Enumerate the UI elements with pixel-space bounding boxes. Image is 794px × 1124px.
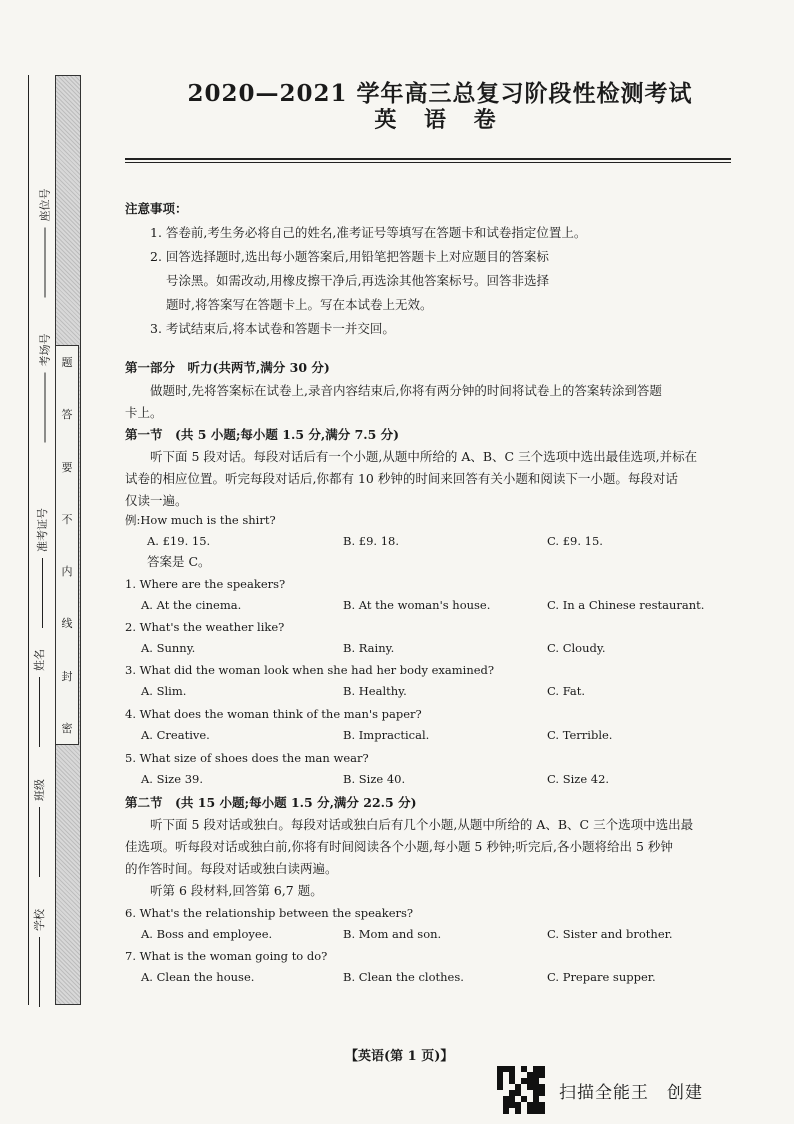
example-answer: 答案是 C。 xyxy=(147,554,211,569)
header-rule xyxy=(125,158,731,160)
question: 1. Where are the speakers? xyxy=(125,577,286,591)
note-item: 2. 回答选择题时,选出每小题答案后,用铅笔把答题卡上对应题目的答案标 xyxy=(150,249,549,264)
section1-intro: 听下面 5 段对话。每段对话后有一个小题,从题中所给的 A、B、C 三个选项中选出最佳选项,并标在 xyxy=(150,449,698,464)
seal-char: 内 xyxy=(61,565,73,579)
option-c[interactable]: C. Size 42. xyxy=(547,772,610,786)
example-option: B. £9. 18. xyxy=(343,534,399,548)
watermark-text: 扫描全能王 创建 xyxy=(559,1082,703,1103)
note-item: 号涂黑。如需改动,用橡皮擦干净后,再选涂其他答案标号。回答非选择 xyxy=(166,273,549,288)
seal-char: 密 xyxy=(61,721,73,735)
exam-subtitle: 英 语 卷 xyxy=(374,107,506,133)
question: 6. What's the relationship between the speakers? xyxy=(125,906,414,920)
seal-char: 线 xyxy=(61,617,73,631)
page-label: 【英语(第 1 页)】 xyxy=(345,1049,454,1064)
option-b[interactable]: B. At the woman's house. xyxy=(343,598,491,612)
seal-char: 封 xyxy=(61,669,73,683)
part1-intro: 做题时,先将答案标在试卷上,录音内容结束后,你将有两分钟的时间将试卷上的答案转涂到答题 xyxy=(150,383,662,398)
school-field[interactable]: 学校 xyxy=(31,909,47,1007)
section1-intro: 仅读一遍。 xyxy=(125,493,188,508)
option-c[interactable]: C. Terrible. xyxy=(547,728,613,742)
option-c[interactable]: C. Sister and brother. xyxy=(547,927,673,941)
option-b[interactable]: B. Rainy. xyxy=(343,641,395,655)
option-a[interactable]: A. At the cinema. xyxy=(141,598,242,612)
part1-heading: 第一部分 听力(共两节,满分 30 分) xyxy=(125,360,330,375)
question: 5. What size of shoes does the man wear? xyxy=(125,751,369,765)
exam-title: 2020—2021 学年高三总复习阶段性检测考试 xyxy=(187,80,693,107)
binding-margin xyxy=(0,0,112,1124)
option-b[interactable]: B. Size 40. xyxy=(343,772,406,786)
part1-intro: 卡上。 xyxy=(125,405,163,420)
section1-heading: 第一节 (共 5 小题;每小题 1.5 分,满分 7.5 分) xyxy=(125,427,400,442)
example-option: A. £19. 15. xyxy=(147,534,211,548)
name-field[interactable]: 姓名 xyxy=(31,649,47,747)
option-a[interactable]: A. Clean the house. xyxy=(141,970,255,984)
option-c[interactable]: C. Cloudy. xyxy=(547,641,606,655)
option-b[interactable]: B. Healthy. xyxy=(343,684,407,698)
seat-number-field[interactable]: 座位号 xyxy=(37,189,53,298)
scanner-watermark xyxy=(497,1066,703,1114)
margin-line xyxy=(28,75,29,1005)
section2-intro: 佳选项。听每段对话或独白前,你将有时间阅读各个小题,每小题 5 秒钟;听完后,各小题将给出 5 秒钟 xyxy=(125,839,673,854)
option-b[interactable]: B. Mom and son. xyxy=(343,927,442,941)
option-c[interactable]: C. In a Chinese restaurant. xyxy=(547,598,705,612)
seal-text-box xyxy=(55,345,79,745)
section2-intro: 听下面 5 段对话或独白。每段对话或独白后有几个小题,从题中所给的 A、B、C 三个选项中选出最 xyxy=(150,817,694,832)
seal-char: 要 xyxy=(61,460,73,474)
material-instruction: 听第 6 段材料,回答第 6,7 题。 xyxy=(150,883,323,898)
example-question: 例:How much is the shirt? xyxy=(125,513,276,527)
option-a[interactable]: A. Creative. xyxy=(141,728,210,742)
seal-char: 答 xyxy=(61,408,73,422)
example-option: C. £9. 15. xyxy=(547,534,603,548)
option-b[interactable]: B. Impractical. xyxy=(343,728,430,742)
question: 2. What's the weather like? xyxy=(125,620,285,634)
option-a[interactable]: A. Size 39. xyxy=(141,772,203,786)
option-a[interactable]: A. Boss and employee. xyxy=(141,927,273,941)
option-c[interactable]: C. Prepare supper. xyxy=(547,970,656,984)
option-c[interactable]: C. Fat. xyxy=(547,684,586,698)
seal-char: 不 xyxy=(61,512,73,526)
exam-room-field[interactable]: 考场号 xyxy=(37,334,53,443)
section1-intro: 试卷的相应位置。听完每段对话后,你都有 10 秒钟的时间来回答有关小题和阅读下一小题。每段对话 xyxy=(125,471,678,486)
question: 4. What does the woman think of the man's paper? xyxy=(125,707,422,721)
option-b[interactable]: B. Clean the clothes. xyxy=(343,970,464,984)
seal-char: 题 xyxy=(61,356,73,369)
notes-heading: 注意事项： xyxy=(125,201,188,216)
option-a[interactable]: A. Slim. xyxy=(141,684,187,698)
question: 7. What is the woman going to do? xyxy=(125,949,328,963)
note-item: 3. 考试结束后,将本试卷和答题卡一并交回。 xyxy=(150,321,395,336)
class-field[interactable]: 班级 xyxy=(31,779,47,877)
option-a[interactable]: A. Sunny. xyxy=(141,641,196,655)
note-item: 题时,将答案写在答题卡上。写在本试卷上无效。 xyxy=(166,297,433,312)
admission-number-field[interactable]: 准考证号 xyxy=(34,508,50,628)
note-item: 1. 答卷前,考生务必将自己的姓名,准考证号等填写在答题卡和试卷指定位置上。 xyxy=(150,225,587,240)
header-rule-thin xyxy=(125,162,731,163)
question: 3. What did the woman look when she had her body examined? xyxy=(125,663,495,677)
section2-intro: 的作答时间。每段对话或独白读两遍。 xyxy=(125,861,338,876)
qr-code-icon xyxy=(497,1066,545,1114)
section2-heading: 第二节 (共 15 小题;每小题 1.5 分,满分 22.5 分) xyxy=(125,795,417,810)
